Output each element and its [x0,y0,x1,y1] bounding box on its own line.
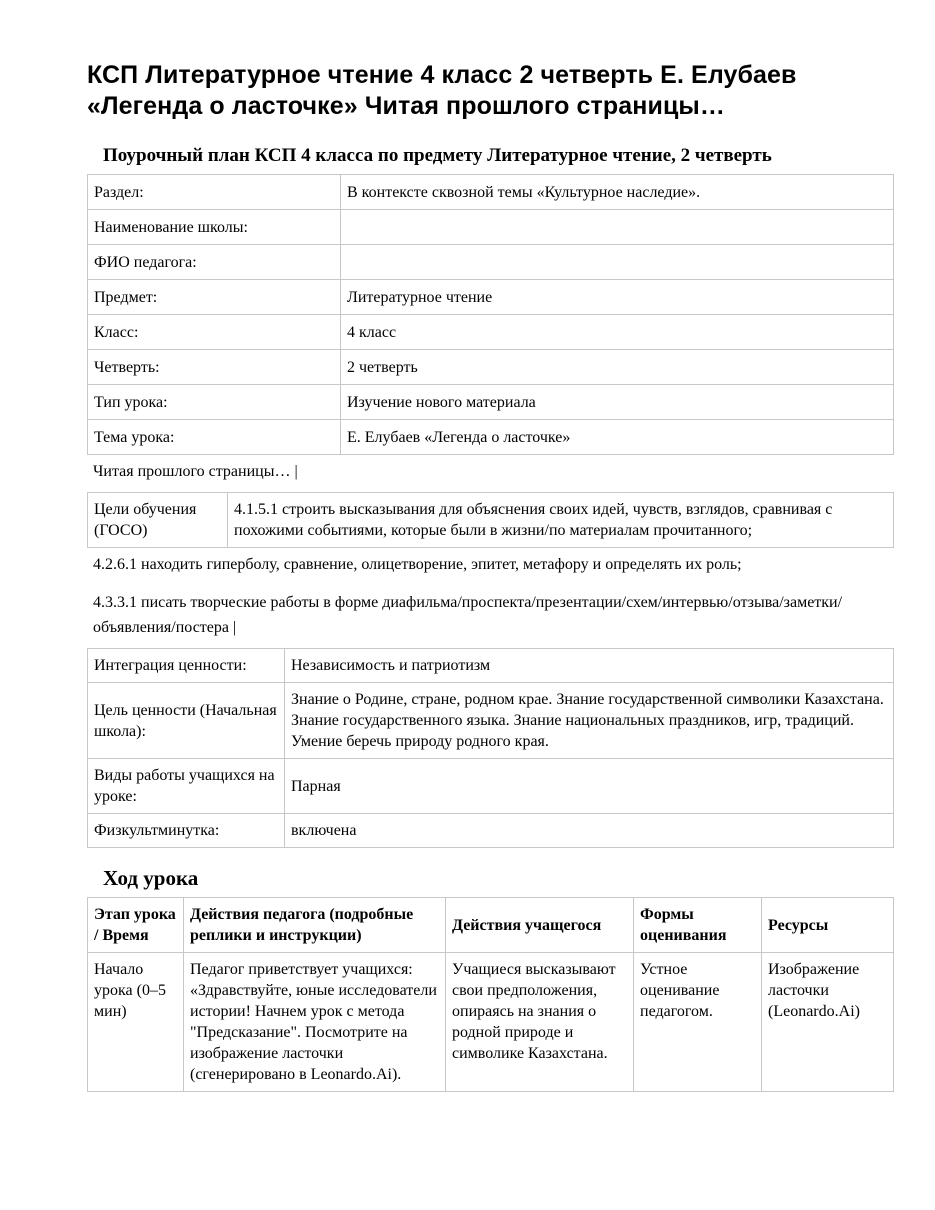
table-cell: Учащиеся высказывают свои предположения, опираясь на знания о родной природе и символике Казахстана. [446,953,634,1092]
values-label: Виды работы учащихся на уроке: [88,759,285,814]
topic-continuation: Читая прошлого страницы… | [93,463,298,480]
info-label: Тип урока: [88,385,341,420]
goals-value: 4.1.5.1 строить высказывания для объяснения своих идей, чувств, взглядов, сравнивая с похожими событиями, которые были в жизни/по материалам прочитанного; [228,493,894,548]
plan-subtitle: Поурочный план КСП 4 класса по предмету Литературное чтение, 2 четверть [103,145,772,166]
info-label: Раздел: [88,175,341,210]
info-label: Тема урока: [88,420,341,455]
table-row [88,315,894,350]
values-value: Знание о Родине, стране, родном крае. Знание государственной символики Казахстана. Знание государственного языка. Знание национальных праздников, игр, традиций. Умение беречь природу родного края. [285,683,894,759]
column-header: Ресурсы [762,898,894,953]
values-value: включена [285,814,894,848]
column-header: Формы оценивания [634,898,762,953]
table-cell: Педагог приветствует учащихся: «Здравствуйте, юные исследователи истории! Начнем урок с метода "Предсказание". Посмотрите на изображение ласточки (сгенерировано в Leonardo.Ai). [184,953,446,1092]
table-row [88,683,894,759]
table-row [88,953,894,1092]
column-header: Действия педагога (подробные реплики и инструкции) [184,898,446,953]
goal-paragraph: 4.2.6.1 находить гиперболу, сравнение, олицетворение, эпитет, метафору и определять их роль; [93,556,742,573]
values-label: Цель ценности (Начальная школа): [88,683,285,759]
column-header: Этап урока / Время [88,898,184,953]
values-label: Интеграция ценности: [88,649,285,683]
info-value [341,210,894,245]
info-value: 4 класс [341,315,894,350]
table-row [88,493,894,548]
info-value [341,245,894,280]
info-table [87,174,894,455]
table-row [88,210,894,245]
table-cell: Изображение ласточки (Leonardo.Ai) [762,953,894,1092]
table-row [88,350,894,385]
goals-label: Цели обучения (ГОСО) [88,493,228,548]
table-row [88,759,894,814]
document-title: КСП Литературное чтение 4 класс 2 четверть Е. Елубаев «Легенда о ласточке» Читая прошлого страницы… [87,61,797,120]
document-page [87,0,893,1092]
info-label: Наименование школы: [88,210,341,245]
info-value: В контексте сквозной темы «Культурное наследие». [341,175,894,210]
info-label: ФИО педагога: [88,245,341,280]
info-label: Предмет: [88,280,341,315]
info-value: Литературное чтение [341,280,894,315]
values-value: Парная [285,759,894,814]
table-row [88,175,894,210]
table-row [88,420,894,455]
table-row [88,280,894,315]
table-row [88,245,894,280]
table-row [88,814,894,848]
values-table [87,648,894,848]
info-value: 2 четверть [341,350,894,385]
info-label: Четверть: [88,350,341,385]
info-value: Е. Елубаев «Легенда о ласточке» [341,420,894,455]
table-cell: Начало урока (0–5 мин) [88,953,184,1092]
table-row [88,385,894,420]
goal-paragraph: 4.3.3.1 писать творческие работы в форме диафильма/проспекта/презентации/схем/интервью/отзыва/заметки/объявления/постера | [93,594,843,636]
table-header-row [88,898,894,953]
table-row [88,649,894,683]
values-label: Физкультминутка: [88,814,285,848]
lesson-table [87,897,894,1092]
column-header: Действия учащегося [446,898,634,953]
info-label: Класс: [88,315,341,350]
info-value: Изучение нового материала [341,385,894,420]
table-cell: Устное оценивание педагогом. [634,953,762,1092]
values-value: Независимость и патриотизм [285,649,894,683]
goals-table [87,492,894,548]
lesson-heading: Ход урока [103,866,199,890]
